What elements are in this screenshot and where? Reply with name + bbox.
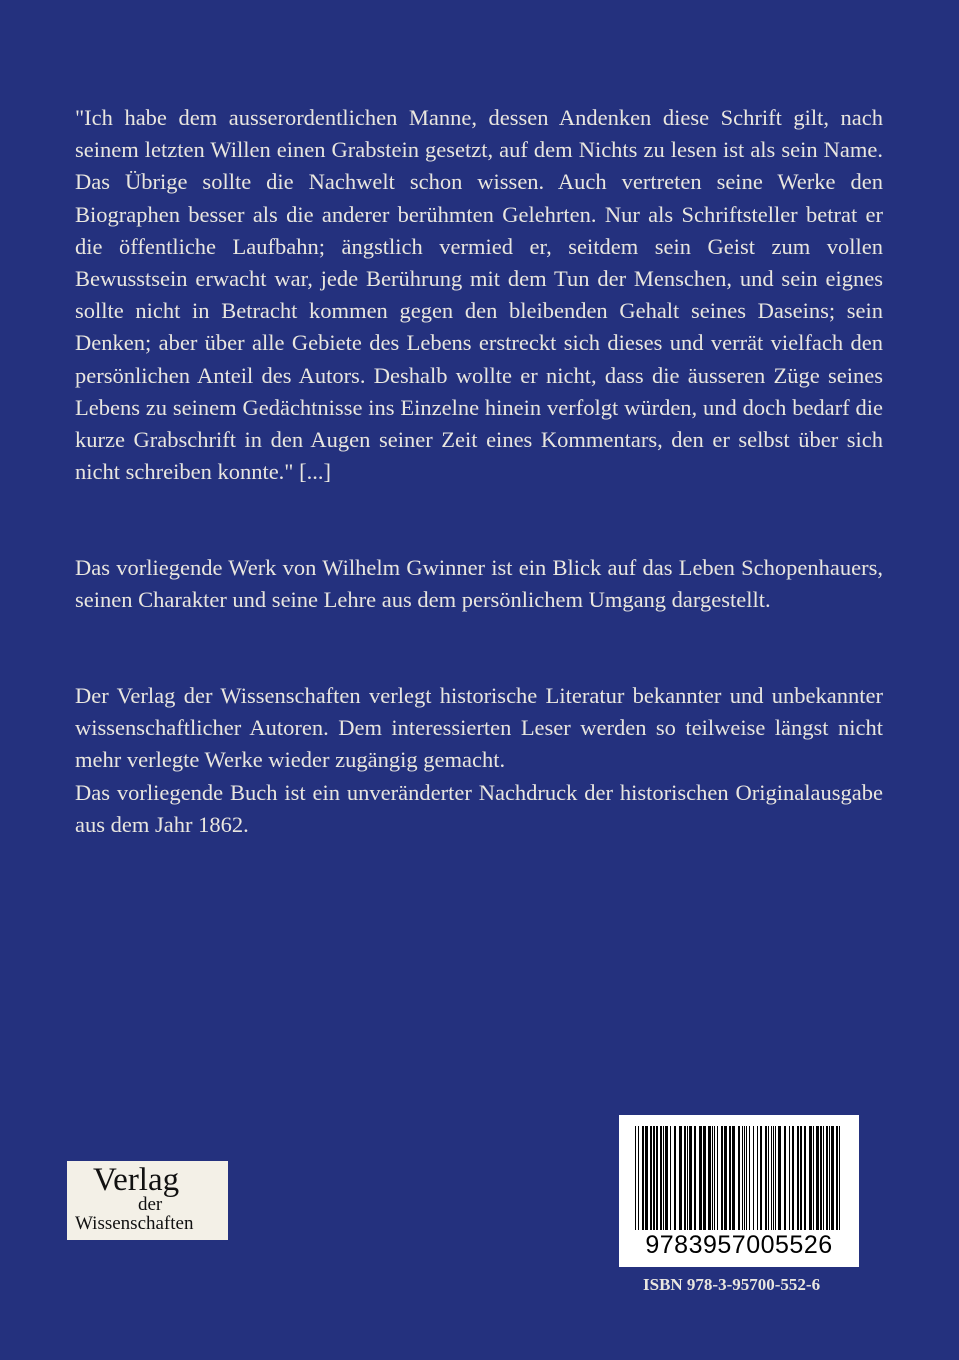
barcode-bar bbox=[635, 1126, 636, 1230]
barcode-bar bbox=[724, 1126, 727, 1230]
book-description: Das vorliegende Werk von Wilhelm Gwinner ist ein Blick auf das Leben Schopenhauers, seinen Charakter und seine Lehre aus dem persönlichem Umgang dargestellt. bbox=[75, 555, 883, 613]
barcode-bar bbox=[823, 1126, 824, 1230]
barcode-bar bbox=[714, 1126, 715, 1230]
reprint-note: Das vorliegende Buch ist ein unveränderter Nachdruck der historischen Originalausgabe aus dem Jahr 1862. bbox=[75, 779, 883, 837]
barcode-bar bbox=[653, 1126, 655, 1230]
barcode-bar bbox=[836, 1126, 838, 1230]
barcode-bar bbox=[738, 1126, 740, 1230]
barcode-bars bbox=[633, 1126, 845, 1230]
barcode-bar bbox=[773, 1126, 774, 1230]
barcode-bar bbox=[831, 1126, 834, 1230]
barcode-bar bbox=[650, 1126, 652, 1230]
barcode-bar bbox=[797, 1126, 799, 1230]
barcode-bar bbox=[765, 1126, 767, 1230]
barcode-bar bbox=[670, 1126, 671, 1230]
barcode-bar bbox=[721, 1126, 723, 1230]
barcode-bar bbox=[708, 1126, 711, 1230]
barcode-bar bbox=[816, 1126, 819, 1230]
barcode-bar bbox=[699, 1126, 702, 1230]
barcode-bar bbox=[684, 1126, 686, 1230]
barcode-bar bbox=[792, 1126, 794, 1230]
barcode-bar bbox=[829, 1126, 830, 1230]
barcode-bar bbox=[749, 1126, 750, 1230]
barcode-bar bbox=[694, 1126, 696, 1230]
barcode-bar bbox=[703, 1126, 706, 1230]
barcode-bar bbox=[804, 1126, 806, 1230]
barcode-bar bbox=[771, 1126, 772, 1230]
barcode-bar bbox=[775, 1126, 776, 1230]
barcode-bar bbox=[660, 1126, 662, 1230]
barcode-bar bbox=[712, 1126, 713, 1230]
barcode-bar bbox=[729, 1126, 731, 1230]
barcode-bar bbox=[746, 1126, 747, 1230]
publisher-logo bbox=[67, 1161, 228, 1240]
barcode bbox=[619, 1115, 859, 1267]
barcode-bar bbox=[839, 1126, 840, 1230]
barcode-bar bbox=[753, 1126, 754, 1230]
barcode-bar bbox=[820, 1126, 822, 1230]
barcode-bar bbox=[744, 1126, 745, 1230]
barcode-bar bbox=[778, 1126, 781, 1230]
barcode-bar bbox=[784, 1126, 786, 1230]
barcode-bar bbox=[789, 1126, 790, 1230]
barcode-bar bbox=[642, 1126, 644, 1230]
barcode-bar bbox=[689, 1126, 692, 1230]
isbn-label: ISBN 978-3-95700-552-6 bbox=[643, 1275, 821, 1294]
barcode-bar bbox=[656, 1126, 658, 1230]
barcode-bar bbox=[760, 1126, 762, 1230]
barcode-bar bbox=[674, 1126, 676, 1230]
barcode-bar bbox=[800, 1126, 802, 1230]
barcode-bar bbox=[813, 1126, 814, 1230]
barcode-bar bbox=[717, 1126, 718, 1230]
barcode-bar bbox=[826, 1126, 828, 1230]
barcode-bar bbox=[645, 1126, 648, 1230]
back-cover-quote: "Ich habe dem ausserordentlichen Manne, dessen Andenken diese Schrift gilt, nach seinem letzten Willen einen Grabstein gesetzt, auf dem Nichts zu lesen ist als sein Name. Das Übrige sollte die Nachwelt schon wissen. Auch vertreten seine Werke den Biographen besser als die anderer berühmten Gelehrten. Nur als Schriftsteller betrat er die öffentliche Laufbahn; ängstlich vermied er, seitdem sein Geist zum vollen Bewusstsein erwacht war, jede Berührung mit dem Tun der Menschen, und sein eignes sollte nicht in Betracht kommen gegen den bleibenden Gehalt seines Daseins; sein Denken; aber über alle Gebiete des Lebens erstreckt sich dieses und verrät vielfach den persönlichen Anteil des Autors. Deshalb wollte er nicht, dass die äusseren Züge seines Lebens zu seinem Gedächtnisse ins Einzelne hinein verfolgt würden, und doch bedarf die kurze Grabschrift in den Augen seiner Zeit eines Kommentars, den er selbst über sich nicht schreiben konnte." [...] bbox=[75, 105, 883, 485]
barcode-bar bbox=[732, 1126, 735, 1230]
publisher-info-paragraph: Der Verlag der Wissenschaften verlegt historische Literatur bekannter und unbekannter wissenschaftlicher Autoren. Dem interessierten Leser werden so teilweise längst nicht mehr verlegte Werke wieder zugängig gemacht. bbox=[75, 683, 883, 773]
logo-line-wissenschaften: Wissenschaften bbox=[75, 1213, 194, 1234]
barcode-bar bbox=[638, 1126, 639, 1230]
barcode-bar bbox=[665, 1126, 668, 1230]
barcode-bar bbox=[663, 1126, 664, 1230]
logo-line-verlag: Verlag bbox=[93, 1162, 180, 1198]
barcode-bar bbox=[687, 1126, 688, 1230]
barcode-bar bbox=[768, 1126, 769, 1230]
barcode-bar bbox=[809, 1126, 812, 1230]
barcode-digits: 9783957005526 bbox=[645, 1231, 833, 1259]
barcode-bar bbox=[742, 1126, 743, 1230]
publisher-info bbox=[75, 680, 883, 841]
logo-line-der: der bbox=[138, 1194, 163, 1215]
barcode-bar bbox=[679, 1126, 682, 1230]
barcode-bar bbox=[757, 1126, 758, 1230]
